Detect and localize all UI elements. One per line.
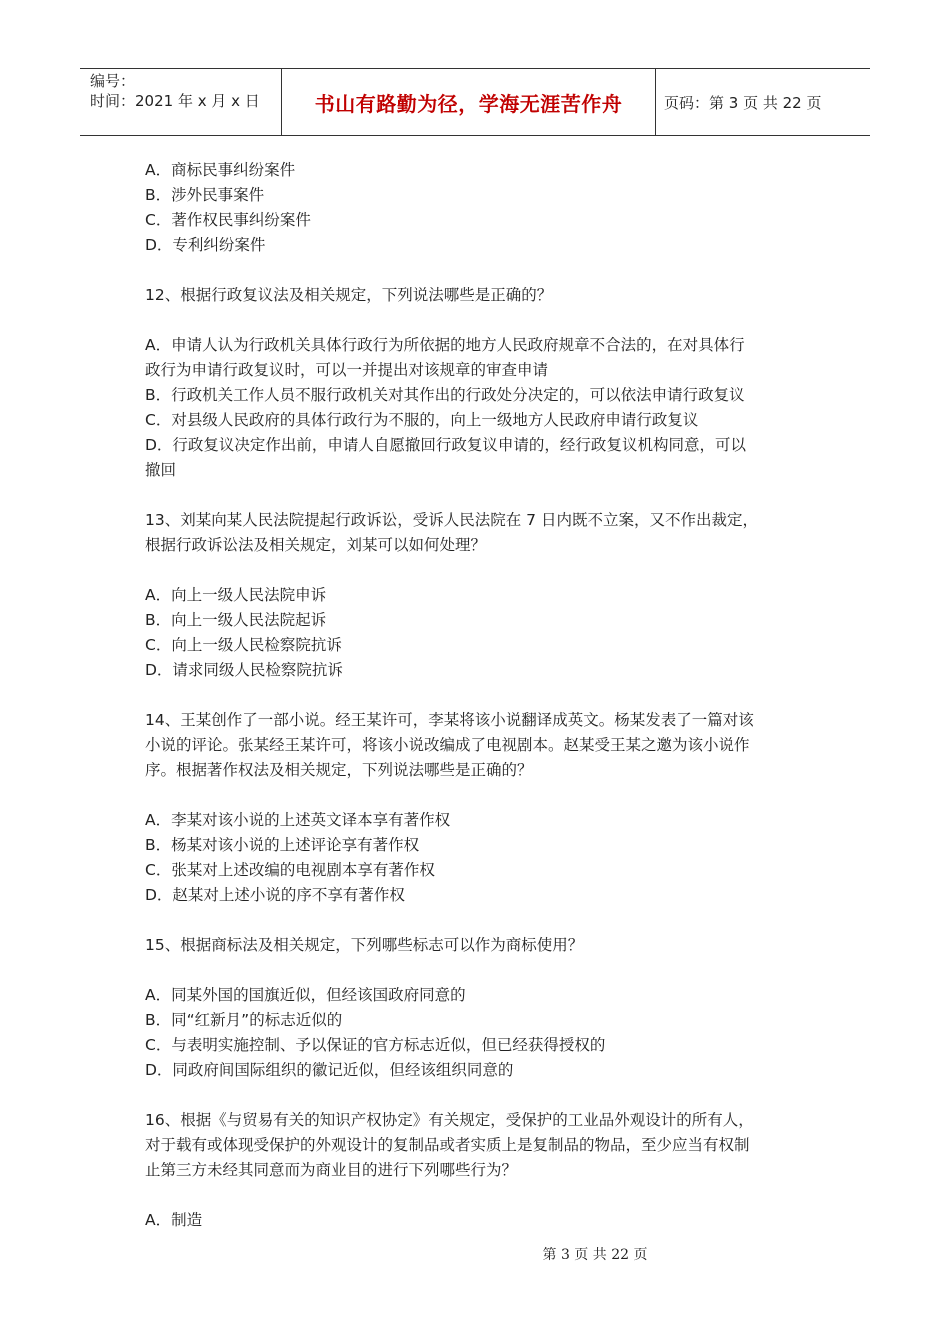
text-line: 13、刘某向某人民法院提起行政诉讼，受诉人民法院在 7 日内既不立案，又不作出裁定，: [145, 511, 758, 529]
text-line: B．向上一级人民法院起诉: [145, 611, 327, 629]
text-line: B．同“红新月”的标志近似的: [145, 1011, 343, 1029]
text-line: D．行政复议决定作出前，申请人自愿撤回行政复议申请的，经行政复议机构同意，可以: [145, 436, 746, 454]
blank-line: [145, 908, 805, 933]
text-line: A．制造: [145, 1211, 203, 1229]
page-footer: 第 3 页 共 22 页: [542, 1247, 648, 1263]
document-date: 时间：2021 年 x 月 x 日: [90, 92, 260, 110]
blank-line: [145, 308, 805, 333]
text-line: 止第三方未经其同意而为商业目的进行下列哪些行为？: [145, 1161, 518, 1179]
document-body: [145, 158, 805, 1233]
text-line: B．涉外民事案件: [145, 186, 265, 204]
blank-line: [145, 683, 805, 708]
text-line: B．杨某对该小说的上述评论享有著作权: [145, 836, 420, 854]
text-line: D．专利纠纷案件: [145, 236, 266, 254]
text-line: 撤回: [145, 461, 177, 479]
text-line: 对于载有或体现受保护的外观设计的复制品或者实质上是复制品的物品，至少应当有权制: [145, 1136, 750, 1154]
text-line: C．张某对上述改编的电视剧本享有著作权: [145, 861, 435, 879]
text-line: D．请求同级人民检察院抗诉: [145, 661, 343, 679]
text-line: 根据行政诉讼法及相关规定，刘某可以如何处理？: [145, 536, 487, 554]
text-line: D．赵某对上述小说的序不享有著作权: [145, 886, 405, 904]
text-line: A．李某对该小说的上述英文译本享有著作权: [145, 811, 451, 829]
blank-line: [145, 1183, 805, 1208]
blank-line: [145, 258, 805, 283]
text-line: 15、根据商标法及相关规定，下列哪些标志可以作为商标使用？: [145, 936, 584, 954]
text-line: 14、王某创作了一部小说。经王某许可，李某将该小说翻译成英文。杨某发表了一篇对该: [145, 711, 754, 729]
blank-line: [145, 958, 805, 983]
document-number-label: 编号：: [90, 72, 136, 90]
blank-line: [145, 1083, 805, 1108]
text-line: D．同政府间国际组织的徽记近似，但经该组织同意的: [145, 1061, 514, 1079]
blank-line: [145, 783, 805, 808]
text-line: A．向上一级人民法院申诉: [145, 586, 327, 604]
text-line: C．与表明实施控制、予以保证的官方标志近似，但已经获得授权的: [145, 1036, 606, 1054]
text-line: A．同某外国的国旗近似，但经该国政府同意的: [145, 986, 466, 1004]
text-line: C．著作权民事纠纷案件: [145, 211, 311, 229]
text-line: 16、根据《与贸易有关的知识产权协定》有关规定，受保护的工业品外观设计的所有人，: [145, 1111, 754, 1129]
text-line: A．商标民事纠纷案件: [145, 161, 296, 179]
text-line: B．行政机关工作人员不服行政机关对其作出的行政处分决定的，可以依法申请行政复议: [145, 386, 745, 404]
text-line: 12、根据行政复议法及相关规定，下列说法哪些是正确的？: [145, 286, 553, 304]
text-line: 小说的评论。张某经王某许可，将该小说改编成了电视剧本。赵某受王某之邀为该小说作: [145, 736, 750, 754]
header-meta: [80, 69, 282, 135]
text-line: C．对县级人民政府的具体行政行为不服的，向上一级地方人民政府申请行政复议: [145, 411, 699, 429]
text-line: C．向上一级人民检察院抗诉: [145, 636, 342, 654]
text-line: A．申请人认为行政机关具体行政行为所依据的地方人民政府规章不合法的，在对具体行: [145, 336, 745, 354]
blank-line: [145, 483, 805, 508]
header-motto: 书山有路勤为径，学海无涯苦作舟: [282, 69, 656, 135]
text-line: 政行为申请行政复议时，可以一并提出对该规章的审查申请: [145, 361, 549, 379]
blank-line: [145, 558, 805, 583]
page-header: [80, 68, 870, 136]
header-page-info: 页码：第 3 页 共 22 页: [664, 93, 822, 112]
text-line: 序。根据著作权法及相关规定，下列说法哪些是正确的？: [145, 761, 533, 779]
